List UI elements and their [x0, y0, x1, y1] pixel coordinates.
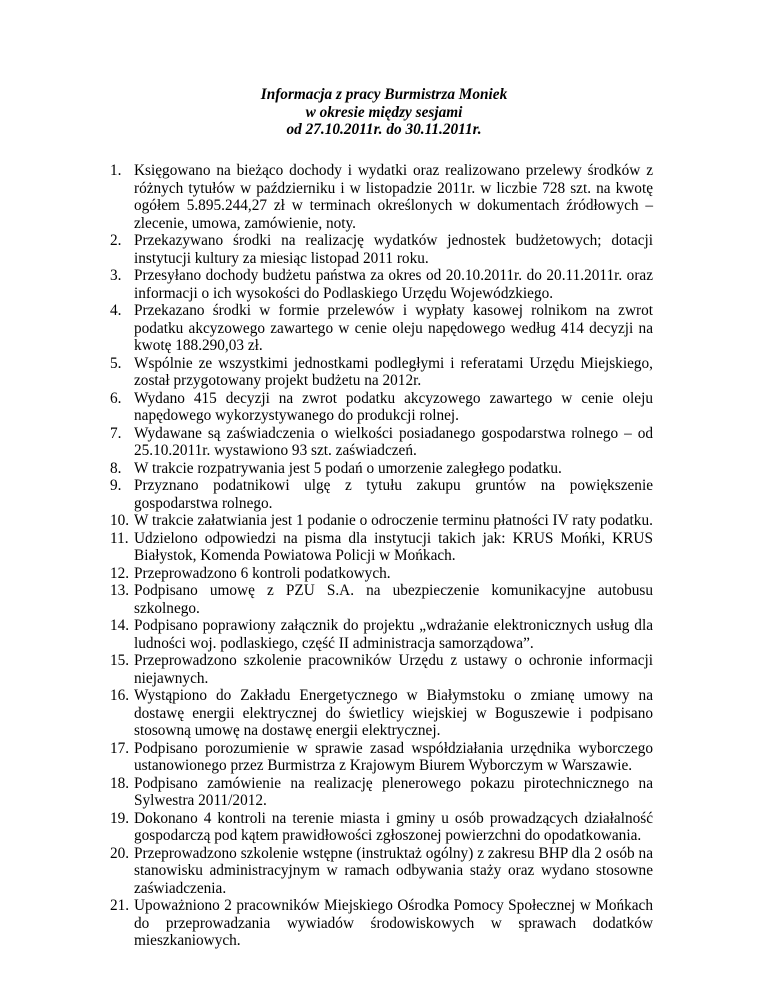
- list-item: [110, 652, 653, 687]
- list-item: [110, 530, 653, 565]
- document-title: [0, 86, 768, 139]
- item-number: 10.: [110, 512, 130, 529]
- item-text: Przyznano podatnikowi ulgę z tytułu zakupu gruntów na powiększenie gospodarstwa rolnego.: [134, 477, 653, 512]
- item-text: Wydano 415 decyzji na zwrot podatku akcyzowego zawartego w cenie oleju napędowego wykorzystywanego do produkcji rolnej.: [134, 389, 653, 424]
- item-text: Wspólnie ze wszystkimi jednostkami podległymi i referatami Urzędu Miejskiego, został przygotowany projekt budżetu na 2012r.: [134, 354, 653, 389]
- list-item: [110, 512, 653, 530]
- item-number: 2.: [110, 232, 122, 249]
- item-number: 3.: [110, 267, 122, 284]
- item-number: 14.: [110, 617, 130, 634]
- item-text: Udzielono odpowiedzi na pisma dla instytucji takich jak: KRUS Mońki, KRUS Białystok, Komenda Powiatowa Policji w Mońkach.: [134, 529, 653, 564]
- item-text: W trakcie załatwiania jest 1 podanie o odroczenie terminu płatności IV raty podatku.: [134, 512, 653, 529]
- item-number: 20.: [110, 844, 130, 862]
- list-item: [110, 390, 653, 425]
- item-text: Upoważniono 2 pracowników Miejskiego Ośrodka Pomocy Społecznej w Mońkach do przeprowadzania wywiadów środowiskowych w sprawach dodatków mieszkaniowych.: [134, 897, 653, 949]
- list-item: [110, 232, 653, 267]
- item-text: Wystąpiono do Zakładu Energetycznego w Białymstoku o zmianę umowy na dostawę energii elektrycznej do świetlicy wiejskiej w Boguszewie i podpisano stosowną umowę na dostawę energii elektrycznej.: [134, 687, 653, 739]
- item-number: 17.: [110, 739, 130, 757]
- item-text: Księgowano na bieżąco dochody i wydatki oraz realizowano przelewy środków z różnych tytułów w październiku i w listopadzie 2011r. w liczbie 728 szt. na kwotę ogółem 5.895.244,27 zł w terminach określonych w dokumentach źródłowych – zlecenie, umowa, zamówienie, noty.: [134, 162, 653, 232]
- list-item: [110, 355, 653, 390]
- item-number: 19.: [110, 809, 130, 827]
- list-item: [110, 897, 653, 950]
- title-line-2: w okresie między sesjami: [305, 103, 463, 121]
- item-number: 15.: [110, 652, 130, 669]
- item-text: Podpisano umowę z PZU S.A. na ubezpieczenie komunikacyjne autobusu szkolnego.: [134, 582, 653, 617]
- list-item: [110, 162, 653, 232]
- item-text: Podpisano porozumienie w sprawie zasad współdziałania urzędnika wyborczego ustanowionego przez Burmistrza z Krajowym Biurem Wyborczym w Warszawie.: [134, 739, 653, 774]
- item-text: Przeprowadzono szkolenie wstępne (instruktaż ogólny) z zakresu BHP dla 2 osób na stanowisku administracyjnym w ramach odbywania staży oraz wydano stosowne zaświadczenia.: [134, 844, 653, 897]
- list-item: [110, 617, 653, 652]
- item-text: Przekazano środki w formie przelewów i wypłaty kasowej rolnikom na zwrot podatku akcyzowego zawartego w cenie oleju napędowego według 414 decyzji na kwotę 188.290,03 zł.: [134, 302, 653, 354]
- list-item: [110, 810, 653, 845]
- item-number: 8.: [110, 459, 122, 477]
- item-text: Przeprowadzono 6 kontroli podatkowych.: [134, 564, 391, 582]
- item-text: Przekazywano środki na realizację wydatków jednostek budżetowych; dotacji instytucji kultury za miesiąc listopad 2011 roku.: [134, 232, 653, 267]
- list-item: [110, 582, 653, 617]
- item-number: 6.: [110, 389, 122, 407]
- item-text: Przeprowadzono szkolenie pracowników Urzędu z ustawy o ochronie informacji niejawnych.: [134, 652, 653, 687]
- item-number: 5.: [110, 354, 122, 372]
- list-item: [110, 302, 653, 355]
- list-item: [110, 460, 653, 478]
- item-text: Podpisano zamówienie na realizację plenerowego pokazu pirotechnicznego na Sylwestra 2011/2012.: [134, 774, 653, 809]
- item-number: 4.: [110, 302, 122, 319]
- list-item: [110, 845, 653, 898]
- item-text: Wydawane są zaświadczenia o wielkości posiadanego gospodarstwa rolnego – od 25.10.2011r. wystawiono 93 szt. zaświadczeń.: [134, 424, 653, 459]
- title-line-1: Informacja z pracy Burmistrza Moniek: [260, 86, 508, 103]
- item-number: 7.: [110, 424, 122, 442]
- list-item: [110, 565, 653, 583]
- list-item: [110, 775, 653, 810]
- item-number: 13.: [110, 582, 130, 599]
- activity-list: [110, 162, 653, 950]
- item-number: 16.: [110, 687, 130, 704]
- list-item: [110, 425, 653, 460]
- item-text: Przesyłano dochody budżetu państwa za okres od 20.10.2011r. do 20.11.2011r. oraz informacji o ich wysokości do Podlaskiego Urzędu Wojewódzkiego.: [134, 267, 653, 302]
- item-number: 11.: [110, 529, 129, 547]
- item-text: Podpisano poprawiony załącznik do projektu „wdrażanie elektronicznych usług dla ludności woj. podlaskiego, część II administracja samorządowa”.: [134, 617, 653, 652]
- title-line-3: od 27.10.2011r. do 30.11.2011r.: [286, 121, 482, 138]
- item-number: 12.: [110, 564, 130, 582]
- item-text: Dokonano 4 kontroli na terenie miasta i gminy u osób prowadzących działalność gospodarczą pod kątem prawidłowości zgłoszonej powierzchni do opodatkowania.: [134, 809, 653, 844]
- item-text: W trakcie rozpatrywania jest 5 podań o umorzenie zaległego podatku.: [134, 459, 562, 477]
- list-item: [110, 477, 653, 512]
- item-number: 9.: [110, 477, 122, 494]
- list-item: [110, 687, 653, 740]
- item-number: 21.: [110, 897, 130, 914]
- list-item: [110, 267, 653, 302]
- list-item: [110, 740, 653, 775]
- item-number: 18.: [110, 774, 130, 792]
- item-number: 1.: [110, 162, 122, 179]
